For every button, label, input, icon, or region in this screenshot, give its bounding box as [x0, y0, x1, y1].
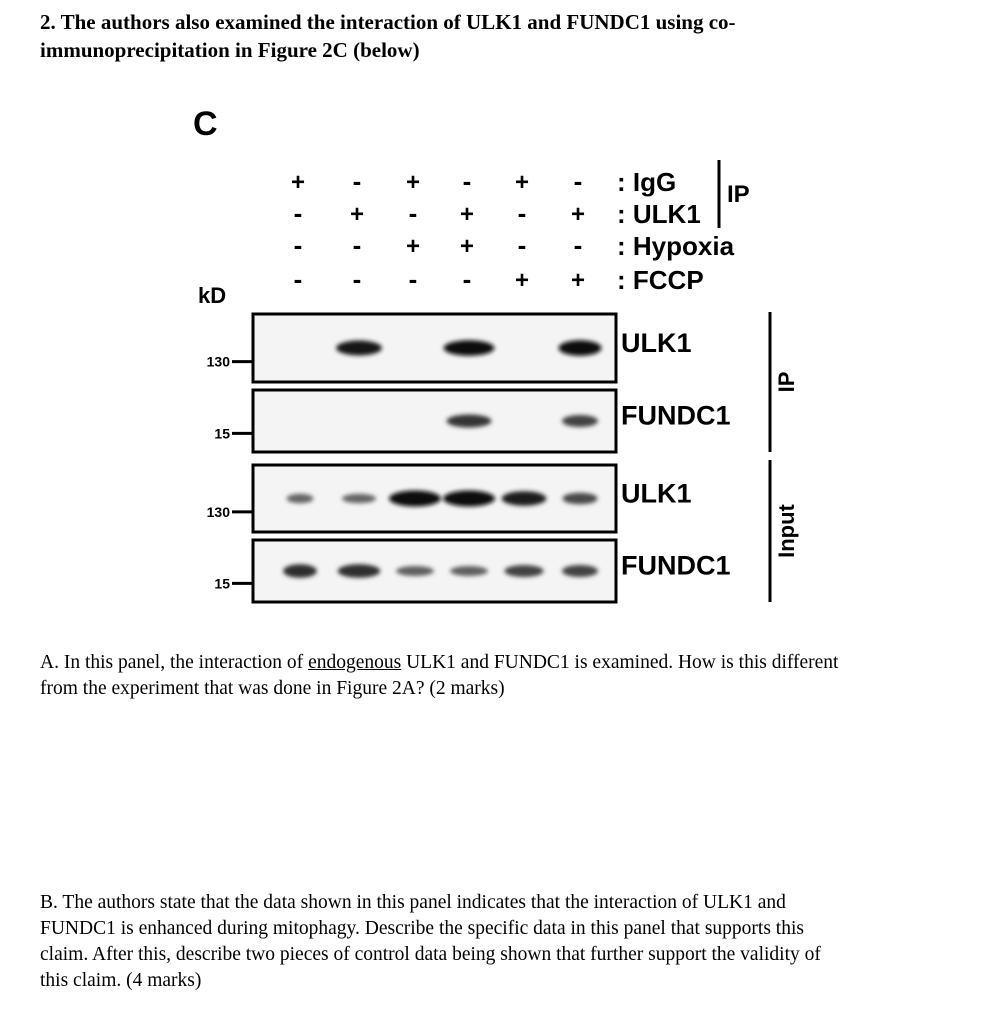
condition-sign: - [293, 264, 303, 294]
blot-frame [253, 390, 616, 452]
marker-label: 15 [214, 425, 230, 442]
blot-protein-label: ULK1 [621, 328, 692, 359]
condition-label: : Hypoxia [617, 231, 735, 261]
condition-label: : IgG [617, 167, 677, 197]
blot-panel [207, 465, 692, 532]
ip-section-label: IP [774, 371, 799, 393]
condition-sign: - [352, 230, 362, 260]
condition-labels [617, 167, 735, 295]
condition-label: : ULK1 [617, 199, 701, 229]
blot-panel [207, 314, 692, 382]
question-part-a [40, 650, 985, 702]
condition-label: : FCCP [617, 265, 704, 295]
condition-sign: - [352, 166, 362, 196]
condition-sign: + [459, 201, 475, 228]
blot-band [504, 565, 543, 577]
blot-band [562, 415, 598, 427]
marker-label: 130 [206, 503, 230, 520]
blot-band [396, 566, 434, 576]
condition-sign: + [405, 233, 421, 260]
condition-sign: - [573, 166, 583, 196]
blot-protein-label: FUNDC1 [621, 550, 731, 581]
blot-band [562, 565, 598, 577]
marker-label: 130 [206, 353, 230, 370]
panel-letter: C [193, 105, 218, 143]
condition-sign: + [514, 267, 530, 294]
blot-band [502, 491, 547, 506]
condition-sign: + [570, 201, 586, 228]
blot-panel [214, 390, 730, 452]
condition-sign: - [293, 230, 303, 260]
heading-line-1: 2. The authors also examined the interaction of ULK1 and FUNDC1 using co- [40, 10, 736, 34]
part-a-prefix: A. In this panel, the interaction of [40, 652, 309, 673]
condition-sign: - [573, 230, 583, 260]
part-a-underlined: endogenous [308, 652, 402, 673]
blot-band [447, 415, 492, 428]
ip-bracket-label: IP [727, 181, 750, 208]
part-b-line-3: claim. After this, describe two pieces of control data being shown that further support the validity of [40, 944, 821, 965]
condition-sign: - [517, 198, 527, 228]
blot-protein-label: ULK1 [621, 478, 692, 509]
condition-sign: - [517, 230, 527, 260]
marker-label: 15 [214, 575, 230, 592]
condition-sign: - [462, 264, 472, 294]
part-a-rest-line-1: ULK1 and FUNDC1 is examined. How is this different [401, 652, 839, 673]
blot-band [283, 564, 317, 578]
question-part-b [40, 890, 985, 994]
blot-band [336, 341, 382, 356]
condition-sign: - [352, 264, 362, 294]
condition-sign: + [290, 169, 306, 196]
condition-sign: - [408, 264, 418, 294]
condition-sign-grid [291, 166, 585, 294]
kd-label: kD [198, 283, 227, 308]
condition-sign: - [293, 198, 303, 228]
blot-band [342, 494, 376, 504]
condition-sign: + [514, 169, 530, 196]
blot-panel [214, 540, 730, 602]
blot-band [558, 340, 601, 356]
blot-band [450, 566, 488, 576]
condition-sign: - [408, 198, 418, 228]
condition-sign: + [570, 267, 586, 294]
part-a-line-2: from the experiment that was done in Figure 2A? (2 marks) [40, 678, 505, 699]
input-section-label: Input [774, 504, 799, 558]
condition-sign: + [349, 201, 365, 228]
blot-protein-label: FUNDC1 [621, 400, 731, 431]
heading-line-2: immunoprecipitation in Figure 2C (below) [40, 38, 420, 62]
part-b-line-2: FUNDC1 is enhanced during mitophagy. Describe the specific data in this panel that supports this [40, 918, 804, 939]
part-b-line-4: this claim. (4 marks) [40, 970, 202, 991]
blot-band [562, 493, 597, 505]
blot-band [338, 564, 381, 578]
condition-sign: - [462, 166, 472, 196]
blot-panels [207, 314, 731, 602]
part-b-line-1: B. The authors state that the data shown in this panel indicates that the interaction of ULK1 and [40, 892, 786, 913]
condition-sign: + [405, 169, 421, 196]
blot-band [444, 340, 495, 356]
blot-band [389, 491, 441, 507]
condition-sign: + [459, 233, 475, 260]
blot-band [443, 491, 495, 507]
blot-band [287, 494, 314, 504]
